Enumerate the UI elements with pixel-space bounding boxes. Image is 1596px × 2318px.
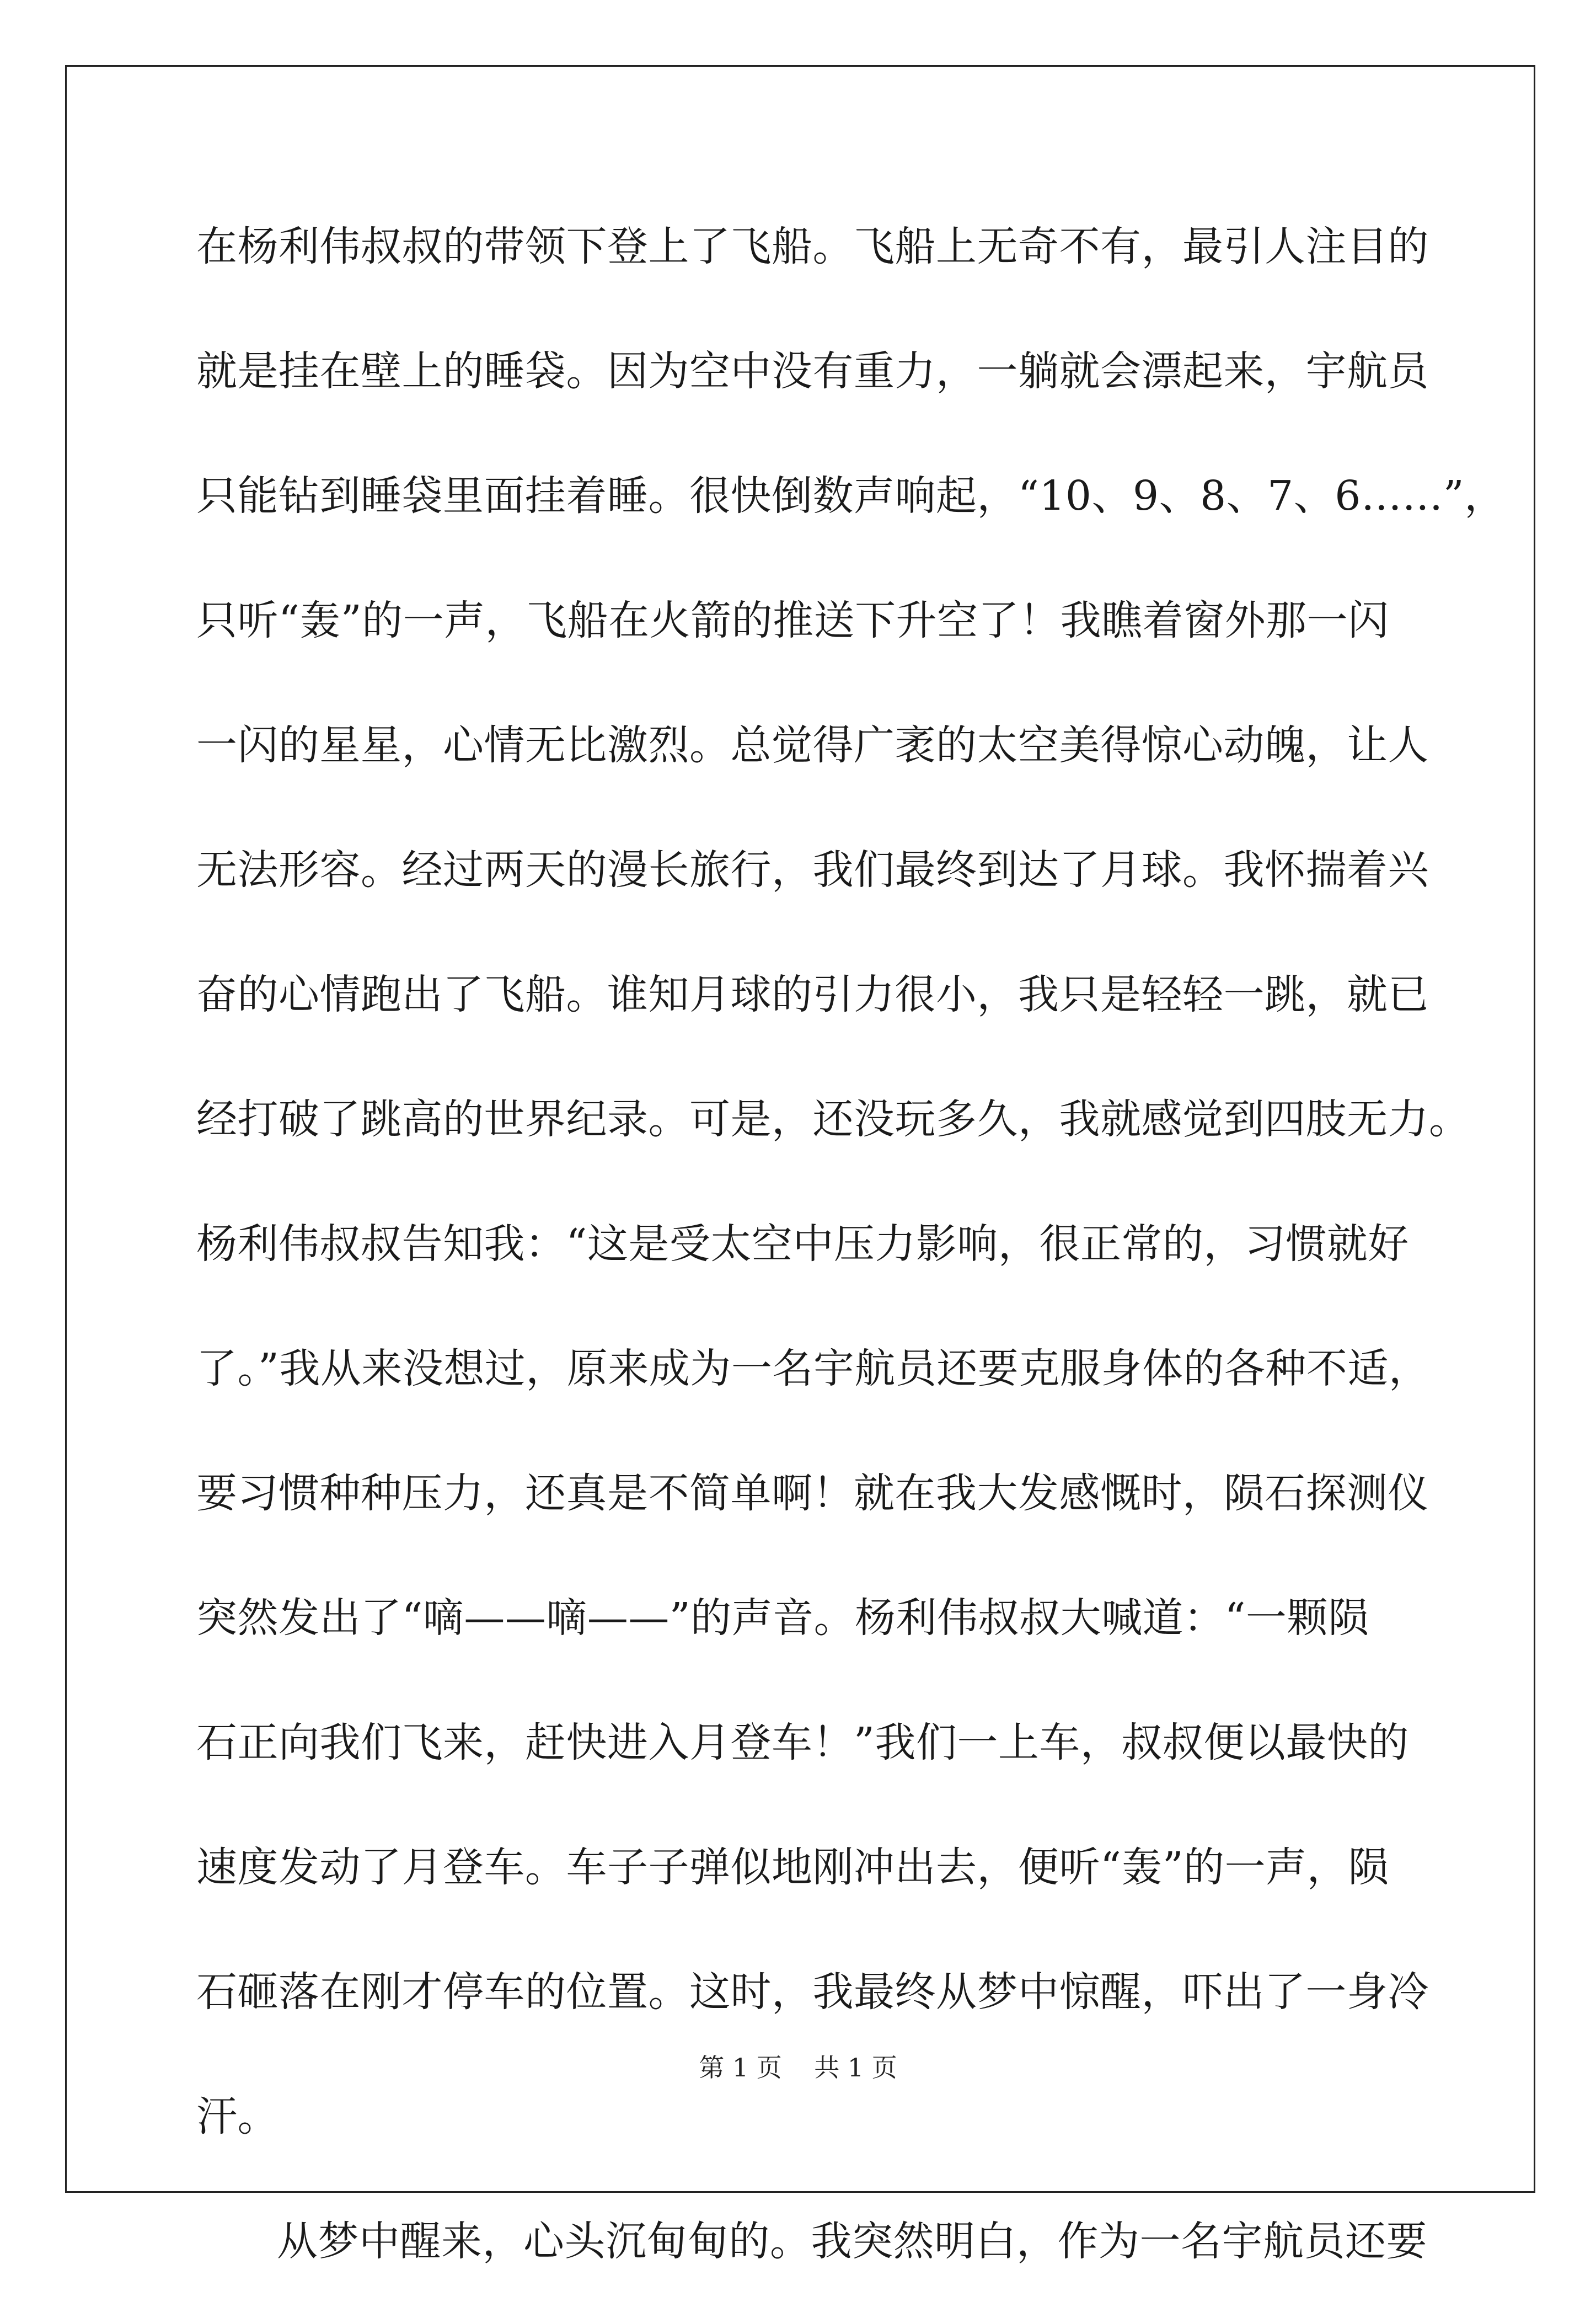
- page-number-footer: 第 1 页 共 1 页: [699, 2053, 897, 2082]
- text-line: 经打破了跳高的世界纪录。可是，还没玩多久，我就感觉到四肢无力。: [196, 1096, 1470, 1143]
- text-line: 只能钻到睡袋里面挂着睡。很快倒数声响起，“10、9、8、7、6……”，: [196, 472, 1506, 520]
- text-line: 要习惯种种压力，还真是不简单啊！就在我大发感慨时，陨石探测仪: [196, 1470, 1429, 1517]
- text-line: 汗。: [196, 2093, 279, 2140]
- text-line: 在杨利伟叔叔的带领下登上了飞船。飞船上无奇不有，最引人注目的: [196, 223, 1429, 270]
- text-line: 只听“轰”的一声，飞船在火箭的推送下升空了！我瞧着窗外那一闪: [196, 597, 1389, 644]
- paragraph-line-indented: 从梦中醒来，心头沉甸甸的。我突然明白，作为一名宇航员还要: [277, 2218, 1427, 2265]
- text-line: 无法形容。经过两天的漫长旅行，我们最终到达了月球。我怀揣着兴: [196, 846, 1429, 894]
- text-line: 石正向我们飞来，赶快进入月登车！”我们一上车，叔叔便以最快的: [196, 1719, 1409, 1766]
- document-body: [196, 199, 1506, 2318]
- text-line: 就是挂在壁上的睡袋。因为空中没有重力，一躺就会漂起来，宇航员: [196, 348, 1429, 395]
- text-line: 奋的心情跑出了飞船。谁知月球的引力很小，我只是轻轻一跳，就已: [196, 971, 1429, 1018]
- text-line: 杨利伟叔叔告知我：“这是受太空中压力影响，很正常的，习惯就好: [196, 1220, 1409, 1268]
- text-line: 了。”我从来没想过，原来成为一名宇航员还要克服身体的各种不适，: [196, 1345, 1430, 1392]
- text-line: 突然发出了“嘀——嘀——”的声音。杨利伟叔叔大喊道：“一颗陨: [196, 1594, 1369, 1642]
- text-line: 石砸落在刚才停车的位置。这时，我最终从梦中惊醒，吓出了一身冷: [196, 1968, 1429, 2016]
- text-line: 速度发动了月登车。车子子弹似地刚冲出去，便听“轰”的一声，陨: [196, 1844, 1389, 1891]
- text-line: 一闪的星星，心情无比激烈。总觉得广袤的太空美得惊心动魄，让人: [196, 722, 1429, 769]
